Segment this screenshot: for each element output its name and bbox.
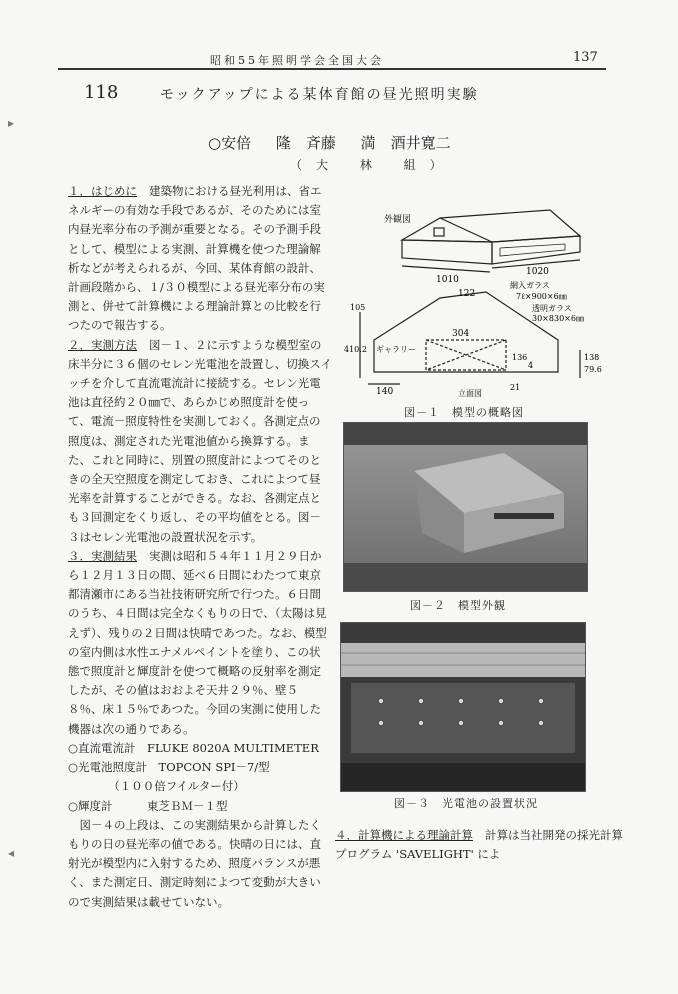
glass2-size: 30×830×6㎜ <box>532 314 584 323</box>
glass2-label: 透明ガラス <box>532 304 572 313</box>
conference-header: 昭和55年照明学会全国大会 <box>210 54 384 67</box>
glass1-size: 7ℓ×900×6㎜ <box>516 292 567 301</box>
figure1-caption: 図－１ 模型の概略図 <box>404 406 524 419</box>
dim-1020: 1020 <box>526 267 549 277</box>
paper-authors: ○安倍 隆 斉藤 満 酒井寛二 <box>208 134 451 152</box>
figure3-photo <box>340 622 586 792</box>
dim-105: 105 <box>350 303 366 312</box>
dim-136: 136 <box>512 353 528 362</box>
figure1-outer-label: 外観図 <box>384 215 412 225</box>
section4-text: 計算は当社開発の採光計算プログラム 'SAVELIGHT' によ <box>335 828 623 861</box>
section-intro: １．はじめに 建築物における昼光利用は、省エネルギーの有効な手段であるが、そのためには室内昼光率分布の予測が重要となる。その予測手段として、模型による実測、計算機を使つた理論解析などが考えられるが、今回、某体育館の設計、計画段階から、１/３０模型による昼光率分布の実測と、併せて計算機による理論計算との比較を行つたので報告する。 <box>68 184 325 333</box>
dim-122: 122 <box>458 289 476 299</box>
dim-796: 79.6 <box>584 365 602 374</box>
dim-138: 138 <box>584 353 600 362</box>
section4 <box>335 826 625 864</box>
paper-affiliation: （大 林 組） <box>290 158 456 172</box>
dim-304: 304 <box>452 329 470 339</box>
figure2-photo <box>343 422 588 592</box>
figure1-drawing <box>340 200 630 405</box>
dim-4102: 410.2 <box>344 345 367 354</box>
paper-number: 118 <box>84 82 119 103</box>
instrument-item: （１００倍フイルター付） <box>68 779 245 794</box>
gallery-label: ギャラリー <box>376 345 416 354</box>
header-rule <box>58 68 606 70</box>
glass1-label: 網入ガラス <box>510 281 550 290</box>
section-method: ２．実測方法 図－１、２に示すような模型室の床半分に３６個のセレン光電池を設置し、切換スイッチを介して直流電流計に接続する。セレン光電池は直径約２０㎜で、あらかじめ照度計を使って、電流－照度特性を実測しておく。各測定点の照度は、測定された光電池値から換算する。また、これと同時に、別置の照度計によつてそのときの全天空照度を測定しておき、これによつて昼光率を計算することができる。なお、各測定点とも３回測定をくり返し、その平均値をとる。図－３はセレン光電池の設置状況を示す。 <box>68 337 332 544</box>
dim-4: 4 <box>528 361 534 370</box>
dim-140: 140 <box>376 387 394 397</box>
figure3-caption: 図－３ 光電池の設置状況 <box>394 797 538 810</box>
left-column <box>68 182 332 912</box>
results-paragraph: 図－４の上段は、この実測結果から計算したくもりの日の昼光率の値である。快晴の日には、直射光が模型内に入射するため、照度バランスが悪く、また測定日、測定時刻によつて変動が大きいので実測結果は載せていない。 <box>68 817 321 909</box>
scan-mark-top: ▸ <box>8 116 15 130</box>
section4-heading: ４．計算機による理論計算 <box>335 828 473 842</box>
dim-1010: 1010 <box>436 275 459 285</box>
paper-title: モックアップによる某体育館の昼光照明実験 <box>160 87 479 103</box>
figure1-elev-label: 立面図 <box>458 389 482 398</box>
instrument-item: ○光電池照度計 TOPCON SPI－7/型 <box>68 760 270 775</box>
section-results: ３．実測結果 実測は昭和５４年１１月２９日から１２月１３日の間、延べ６日間にわたつて東京都清瀬市にある当社技術研究所で行つた。６日間のうち、４日間は完全なくもりの日で、（太陽は見えず）、残りの２日間は快晴であつた。なお、模型の室内側は水性エナメルペイントを塗り、この状態で照度計と輝度計を使つて概略の反射率を測定したが、その値はおおよそ天井２９％、壁５８％、床１５％であつた。今回の実測に使用した機器は次の通りである。 <box>68 548 327 736</box>
page-number: 137 <box>573 50 598 65</box>
dim-21: 21 <box>510 383 521 392</box>
instrument-item: ○直流電流計 FLUKE 8020A MULTIMETER <box>68 740 319 755</box>
figure2-caption: 図－２ 模型外観 <box>410 599 506 612</box>
instrument-item: ○輝度計 東芝ＢＭ－１型 <box>68 798 228 813</box>
scan-mark-bottom: ◂ <box>8 846 15 860</box>
